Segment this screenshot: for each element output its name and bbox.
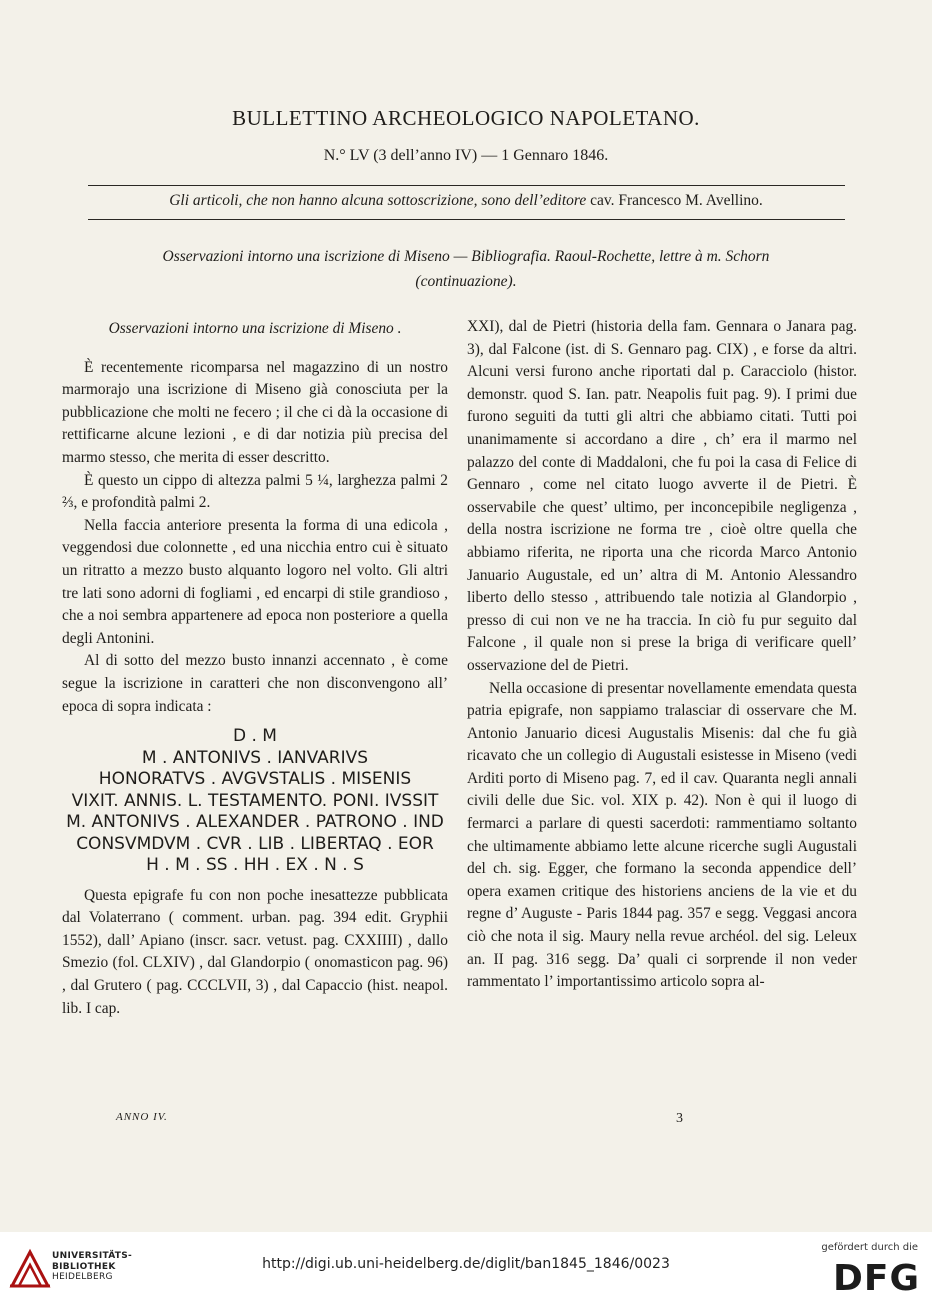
permalink-url[interactable]: http://digi.ub.uni-heidelberg.de/diglit/ban1845_1846/0023	[262, 1256, 670, 1272]
editor-note-italic: Gli articoli, che non hanno alcuna sottoscrizione, sono dell’editore	[169, 192, 587, 209]
inscription-line: VIXIT. ANNIS. L. TESTAMENTO. PONI. IVSSIT	[71, 790, 439, 811]
journal-title: BULLETTINO ARCHEOLOGICO NAPOLETANO.	[232, 106, 700, 130]
inscription-line: H . M . SS . HH . EX . N . S	[146, 855, 364, 876]
archive-bar	[0, 1232, 932, 1304]
funded-by-label: gefördert durch die	[821, 1242, 918, 1253]
paragraph: Questa epigrafe fu con non poche inesattezze pubblicata dal Volaterrano ( comment. urban. pag. 394 edit. Gryphii 1552), dall’ Apiano (inscr. sacr. vetust. pag. CXXIIII) , dallo Smezio (fol. CLXIV) , dal Glandorpio ( onomasticon pag. 96) , dal Grutero ( pag. CCCLVII, 3) , dal Capaccio (hist. neapol. lib. I cap.	[62, 886, 448, 1017]
inscription-line: M. ANTONIVS . ALEXANDER . PATRONO . IND	[66, 812, 444, 833]
institution-line: BIBLIOTHEK	[52, 1261, 116, 1272]
contents-line: (continuazione).	[415, 273, 517, 290]
left-column	[62, 316, 448, 1020]
inscription-line: M . ANTONIVS . IANVARIVS	[141, 747, 369, 768]
table-of-contents	[66, 244, 866, 294]
inscription-line: HONORATVS . AVGVSTALIS . MISENIS	[98, 769, 412, 790]
dfg-logo: DFG	[832, 1258, 920, 1299]
paragraph: Nella faccia anteriore presenta la forma di una edicola , veggendosi due colonnette , ed una nicchia entro cui è situato un ritratto a mezzo busto alquanto logoro nel volto. Gli altri tre lati sono adorni di fogliami , ed encarpi di stile grandioso , che a noi sembra appartenere ad epoca non posteriore a quella degli Antonini.	[62, 516, 448, 647]
issue-line: N.° LV (3 dell’anno IV) — 1 Gennaro 1846.	[323, 147, 609, 164]
paragraph: Nella occasione di presentar novellamente emendata questa patria epigrafe, non sappiamo tralasciar di osservare che M. Antonio Januario dicesi Augustalis Misenis: dal che fu già ricavato che un collegio di Augustali esistesse in Miseno (vedi Arditi porto di Miseno pag. 7, ed il cav. Quaranta negli annali civili delle due Sic. vol. XIX p. 42). Non è qui il luogo di fermarci a parlare di questi sacerdoti: rammentiamo soltanto che ultimamente abbiamo lette alcune ricerche sugli Augustali del ch. sig. Egger, che formano la seconda appendice dell’ opera examen critique des historiens anciens de la vie et du regne d’ Auguste - Paris 1844 pag. 357 e segg. Veggasi ancora ciò che nota il sig. Maury nella revue archéol. del sig. Leleux an. II pag. 316 segg. Da’ quali ci sorprende il non veder rammentato l’ importantissimo articolo sopra al-	[467, 679, 857, 991]
institution-line: UNIVERSITÄTS-	[52, 1251, 133, 1261]
paragraph: È recentemente ricomparsa nel magazzino di un nostro marmorajo una iscrizione di Miseno già conosciuta per la pubblicazione che molti ne fecero ; il che ci dà la occasione di rettificarne alcune lezioni , e di dar notizia più precisa del marmo stesso, che merita di esser descritto.	[62, 358, 448, 466]
inscription-line: CONSVMDVM . CVR . LIB . LIBERTAQ . EOR	[76, 833, 434, 854]
divider-bottom	[88, 219, 845, 220]
contents-line: Osservazioni intorno una iscrizione di Miseno — Bibliografia. Raoul-Rochette, lettre à m. Schorn	[162, 248, 770, 265]
institution-line: HEIDELBERG	[52, 1272, 113, 1282]
paragraph: XXI), dal de Pietri (historia della fam. Gennara o Janara pag. 3), dal Falcone (ist. di S. Gennaro pag. CIX) , e forse da altri. Alcuni versi furono anche riportati dal p. Caracciolo (histor. demonstr. quod S. Ian. patr. Neapolis fuit pag. 9). I primi due furono seguiti da tutti gli altri che abbiamo citati. Tutti poi unanimamente si accordano a dire , ch’ era il marmo nel palazzo del conte di Maddaloni, che fu poi la casa di Felice di Gennaro , come nel citato luogo avverte il de Pietri. È osservabile che quest’ ultimo, per inconcepibile negligenza , della nostra iscrizione ne forma tre , cioè oltre quella che abbiamo riferita, ne riporta una che ricorda Marco Antonio Januario Augustale, ed un’ altra di M. Antonio Alessandro liberto dello stesso , attribuendo tale notizia al Glandorpio , presso di cui non ve ne ha traccia. In ciò fu pur seguito dal Falcone , il quale non si prese la briga di verificare quell’ osservazione del de Pietri.	[467, 318, 857, 674]
editor-note	[0, 192, 932, 210]
page-number: 3	[676, 1111, 683, 1126]
paragraph: È questo un cippo di altezza palmi 5 ¼, larghezza palmi 2 ⅔, e profondità palmi 2.	[62, 471, 448, 512]
right-column	[467, 316, 857, 994]
inscription-line: D . M	[233, 726, 277, 747]
signature-mark: ANNO IV.	[116, 1111, 168, 1123]
editor-note-name: cav. Francesco M. Avellino.	[590, 192, 763, 209]
paragraph: Al di sotto del mezzo busto innanzi accennato , è come segue la iscrizione in caratteri che non disconvengono all’ epoca di sopra indicata :	[62, 652, 448, 715]
inscription-block	[62, 726, 448, 877]
divider-top	[88, 185, 845, 186]
section-heading: Osservazioni intorno una iscrizione di Miseno .	[108, 320, 402, 337]
